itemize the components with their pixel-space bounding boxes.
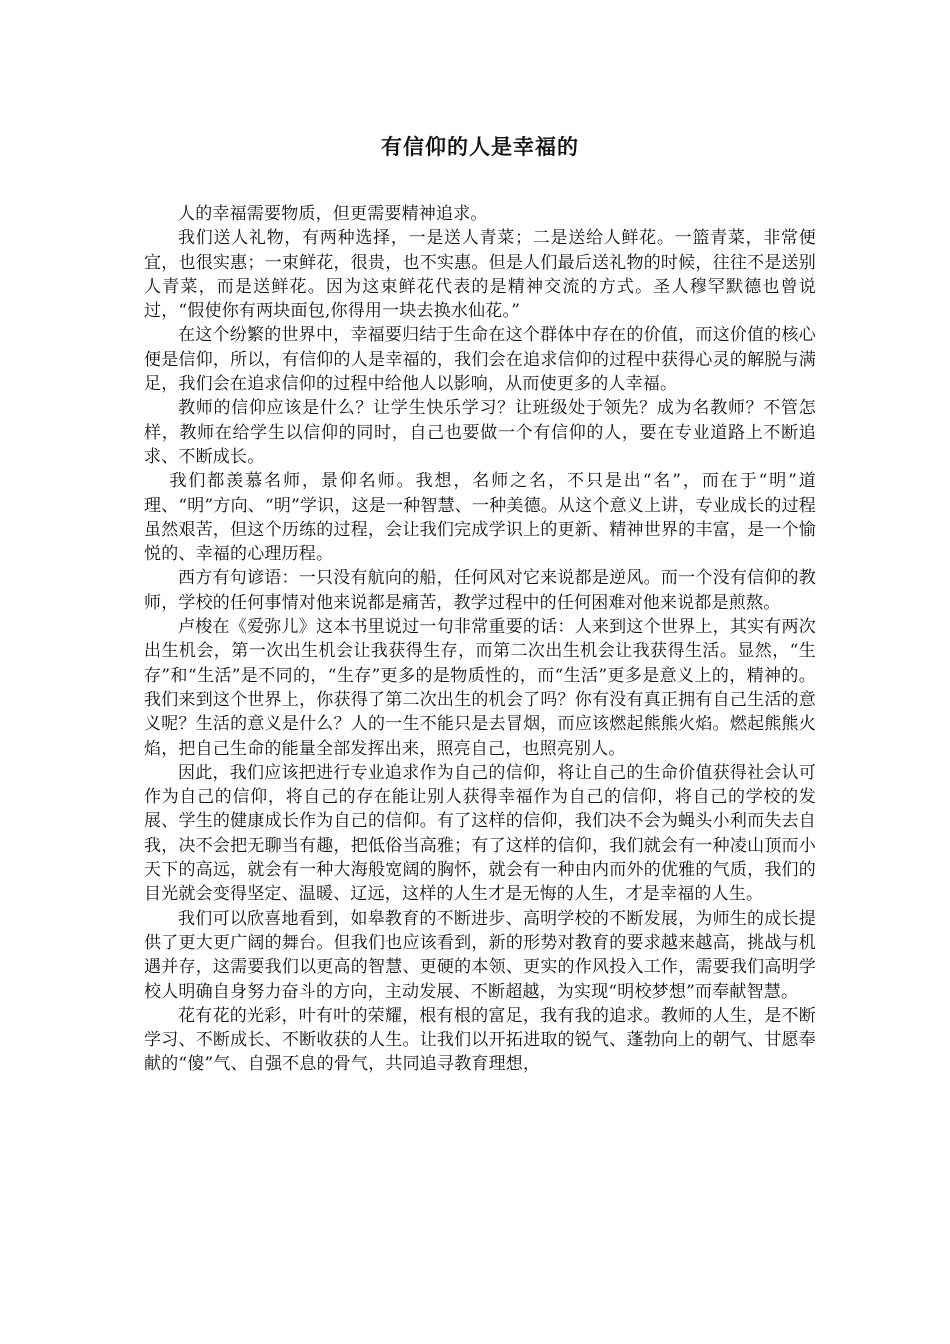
paragraph-2: 我们送人礼物，有两种选择，一是送人青菜；二是送给人鲜花。一篮青菜，非常便宜，也很实惠；一束鲜花，很贵，也不实惠。但是人们最后送礼物的时候，往往不是送别人青菜，而是送鲜花。因为这束鲜花代表的是精神交流的方式。圣人穆罕默德也曾说过，“假使你有两块面包,你得用一块去换水仙花。” [144,228,816,322]
paragraph-5: 我们都羡慕名师，景仰名师。我想，名师之名，不只是出“名”，而在于“明”道理、“明”方向、“明”学识，这是一种智慧、一种美德。从这个意义上讲，专业成长的过程虽然艰苦，但这个历练的过程，会让我们完成学识上的更新、精神世界的丰富，是一个愉悦的、幸福的心理历程。 [144,471,816,565]
document-page [144,132,816,1077]
paragraph-3: 在这个纷繁的世界中，幸福要归结于生命在这个群体中存在的价值，而这价值的核心便是信仰，所以，有信仰的人是幸福的，我们会在追求信仰的过程中获得心灵的解脱与满足，我们会在追求信仰的过程中给他人以影响，从而使更多的人幸福。 [144,325,816,395]
paragraph-4: 教师的信仰应该是什么？让学生快乐学习？让班级处于领先？成为名教师？不管怎样，教师在给学生以信仰的同时，自己也要做一个有信仰的人，要在专业道路上不断追求、不断成长。 [144,398,816,467]
paragraph-8: 因此，我们应该把进行专业追求作为自己的信仰，将让自己的生命价值获得社会认可作为自己的信仰，将自己的存在能让别人获得幸福作为自己的信仰，将自己的学校的发展、学生的健康成长作为自己的信仰。有了这样的信仰，我们决不会为蝇头小利而失去自我，决不会把无聊当有趣，把低俗当高雅；有了这样的信仰，我们就会有一种凌山顶而小天下的高远，就会有一种大海般宽阔的胸怀，就会有一种由内而外的优雅的气质，我们的目光就会变得坚定、温暖、辽远，这样的人生才是无悔的人生，才是幸福的人生。 [144,762,816,905]
paragraph-7: 卢梭在《爱弥儿》这本书里说过一句非常重要的话：人来到这个世界上，其实有两次出生机会，第一次出生机会让我获得生存，而第二次出生机会让我获得生活。显然，“生存”和“生活”是不同的，“生存”更多的是物质性的，而“生活”更多是意义上的，精神的。我们来到这个世界上，你获得了第二次出生的机会了吗？你有没有真正拥有自己生活的意义呢？生活的意义是什么？人的一生不能只是去冒烟，而应该燃起熊熊火焰。燃起熊熊火焰，把自己生命的能量全部发挥出来，照亮自己，也照亮别人。 [144,617,816,759]
paragraph-6: 西方有句谚语：一只没有航向的船，任何风对它来说都是逆风。而一个没有信仰的教师，学校的任何事情对他来说都是痛苦，教学过程中的任何困难对他来说都是煎熬。 [144,568,816,613]
paragraph-9: 我们可以欣喜地看到，如皋教育的不断进步、高明学校的不断发展，为师生的成长提供了更大更广阔的舞台。但我们也应该看到，新的形势对教育的要求越来越高，挑战与机遇并存，这需要我们以更高的智慧、更硬的本领、更实的作风投入工作，需要我们高明学校人明确自身努力奋斗的方向，主动发展、不断超越，为实现“明校梦想”而奉献智慧。 [144,908,816,1002]
paragraph-1: 人的幸福需要物质，但更需要精神追求。 [178,204,488,224]
document-title: 有信仰的人是幸福的 [381,134,579,159]
paragraph-10: 花有花的光彩，叶有叶的荣耀，根有根的富足，我有我的追求。教师的人生，是不断学习、不断成长、不断收获的人生。让我们以开拓进取的锐气、蓬勃向上的朝气、甘愿奉献的“傻”气、自强不息的骨气，共同追寻教育理想， [144,1005,816,1075]
